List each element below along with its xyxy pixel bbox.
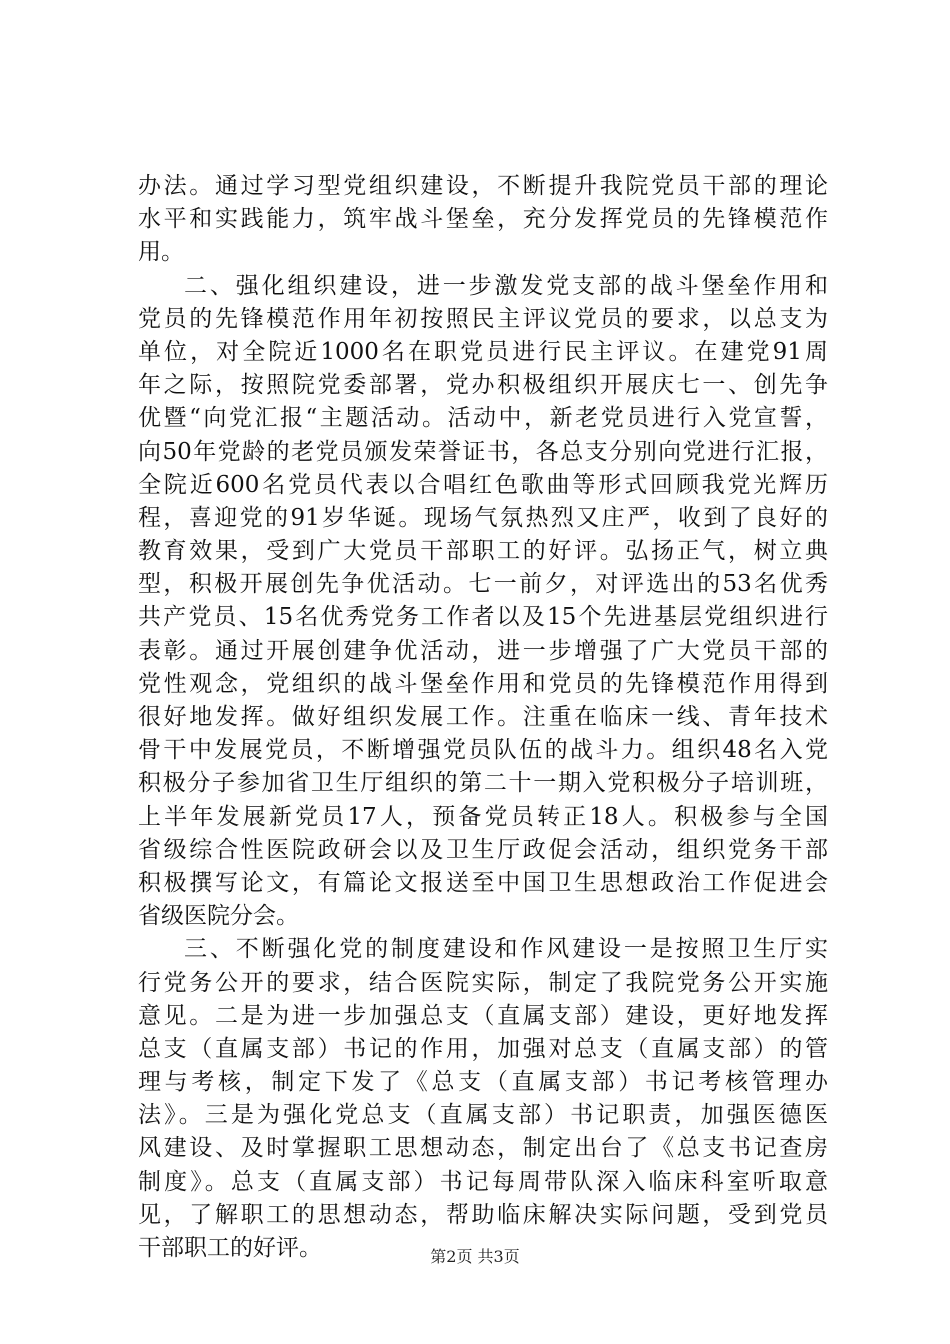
text-line: 教育效果，受到广大党员干部职工的好评。弘扬正气，树立典 <box>138 538 828 565</box>
text-line: 用。 <box>138 239 184 266</box>
text-line: 二、强化组织建设，进一步激发党支部的战斗堡垒作用和 <box>184 272 828 299</box>
text-line: 三、不断强化党的制度建设和作风建设一是按照卫生厅实 <box>184 936 828 963</box>
text-line: 省级医院分会。 <box>138 903 299 930</box>
text-line: 向50年党龄的老党员颁发荣誉证书，各总支分别向党进行汇报， <box>138 438 828 465</box>
text-line: 积极撰写论文，有篇论文报送至中国卫生思想政治工作促进会 <box>138 869 828 896</box>
text-line: 法》。三是为强化党总支（直属支部）书记职责，加强医德医 <box>138 1102 828 1129</box>
text-line: 年之际，按照院党委部署，党办积极组织开展庆七一、创先争 <box>138 372 828 399</box>
text-line: 很好地发挥。做好组织发展工作。注重在临床一线、青年技术 <box>138 704 828 730</box>
text-line: 表彰。通过开展创建争优活动，进一步增强了广大党员干部的 <box>138 637 828 664</box>
text-line: 风建设、及时掌握职工思想动态，制定出台了《总支书记查房 <box>138 1135 828 1162</box>
paragraph <box>138 270 828 934</box>
text-line: 积极分子参加省卫生厅组织的第二十一期入党积极分子培训班， <box>138 770 828 797</box>
text-line: 水平和实践能力，筑牢战斗堡垒，充分发挥党员的先锋模范作 <box>138 206 828 233</box>
text-line: 党员的先锋模范作用年初按照民主评议党员的要求，以总支为 <box>138 305 828 332</box>
text-line: 意见。二是为进一步加强总支（直属支部）建设，更好地发挥 <box>138 1002 828 1029</box>
text-line: 优暨“向党汇报“主题活动。活动中，新老党员进行入党宣誓， <box>138 405 828 432</box>
text-line: 干部职工的好评。 <box>138 1235 322 1261</box>
text-line: 党性观念，党组织的战斗堡垒作用和党员的先锋模范作用得到 <box>138 670 828 697</box>
text-line: 省级综合性医院政研会以及卫生厅政促会活动，组织党务干部 <box>138 836 828 863</box>
text-line: 上半年发展新党员17人，预备党员转正18人。积极参与全国 <box>138 803 828 830</box>
paragraph <box>138 933 828 1265</box>
text-line: 程，喜迎党的91岁华诞。现场气氛热烈又庄严，收到了良好的 <box>138 504 828 531</box>
text-line: 理与考核，制定下发了《总支（直属支部）书记考核管理办 <box>138 1069 828 1096</box>
text-line: 全院近600名党员代表以合唱红色歌曲等形式回顾我党光辉历 <box>138 471 828 498</box>
text-line: 制度》。总支（直属支部）书记每周带队深入临床科室听取意 <box>138 1168 828 1195</box>
text-line: 总支（直属支部）书记的作用，加强对总支（直属支部）的管 <box>138 1035 828 1062</box>
text-line: 行党务公开的要求，结合医院实际，制定了我院党务公开实施 <box>138 969 828 996</box>
paragraph <box>138 170 828 270</box>
text-line: 骨干中发展党员，不断增强党员队伍的战斗力。组织48名入党 <box>138 737 828 764</box>
text-line: 单位，对全院近1000名在职党员进行民主评议。在建党91周 <box>138 338 828 365</box>
text-line: 办法。通过学习型党组织建设，不断提升我院党员干部的理论 <box>138 173 828 199</box>
document-body <box>138 170 828 1265</box>
text-line: 共产党员、15名优秀党务工作者以及15个先进基层党组织进行 <box>138 604 828 631</box>
page-number-footer: 第2页 共3页 <box>430 1247 520 1266</box>
text-line: 见，了解职工的思想动态，帮助临床解决实际问题，受到党员 <box>138 1201 828 1228</box>
text-line: 型，积极开展创先争优活动。七一前夕，对评选出的53名优秀 <box>138 571 828 598</box>
